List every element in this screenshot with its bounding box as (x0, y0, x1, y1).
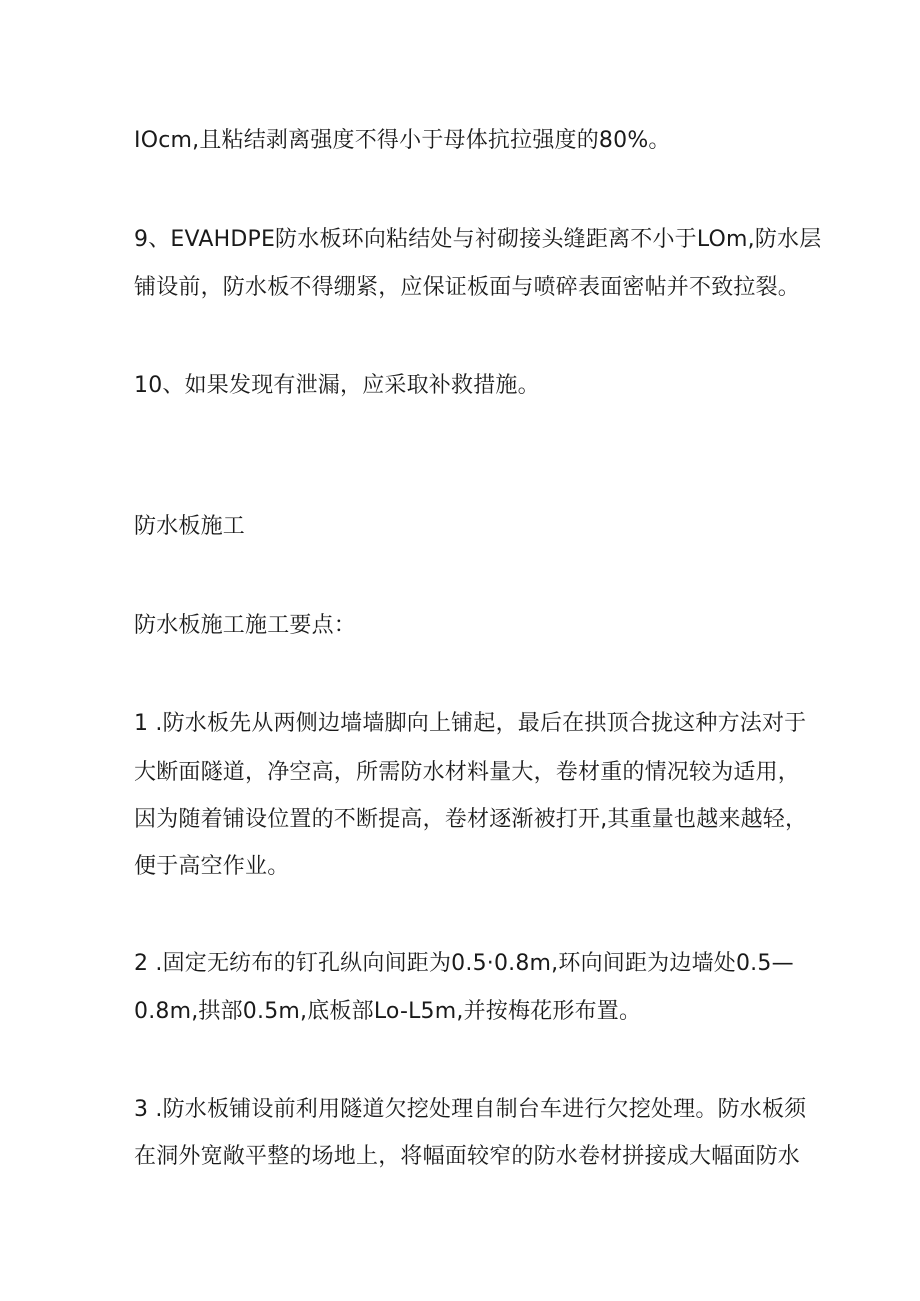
text-line: 0.8m,拱部0.5m,底板部Lo-L5m,并按梅花形布置。 (134, 999, 642, 1024)
text-line: 3 .防水板铺设前利用隧道欠挖处理自制台车进行欠挖处理。防水板须 (134, 1097, 807, 1122)
text-line: 1 .防水板先从两侧边墙墙脚向上铺起，最后在拱顶合拢这种方法对于 (134, 711, 807, 736)
text-line: 10、如果发现有泄漏，应采取补救措施。 (134, 373, 540, 398)
section-heading: 防水板施工 (134, 514, 246, 539)
text-line: 便于高空作业。 (134, 854, 290, 879)
text-line: 因为随着铺设位置的不断提高，卷材逐渐被打开,其重量也越来越轻， (134, 807, 808, 832)
text-line: 9、EVAHDPE防水板环向粘结处与衬砌接头缝距离不小于LOm,防水层 (134, 227, 822, 252)
text-line: 大断面隧道，净空高，所需防水材料量大，卷材重的情况较为适用， (134, 760, 801, 785)
text-line: 2 .固定无纺布的钉孔纵向间距为0.5·0.8m,环向间距为边墙处0.5— (134, 951, 794, 976)
text-line: IOcm,且粘结剥离强度不得小于母体抗拉强度的80%。 (134, 128, 671, 153)
text-line: 铺设前，防水板不得绷紧，应保证板面与喷碎表面密帖并不致拉裂。 (134, 275, 801, 300)
text-line: 防水板施工施工要点： (134, 613, 357, 638)
text-line: 在洞外宽敞平整的场地上，将幅面较窄的防水卷材拼接成大幅面防水 (134, 1144, 801, 1169)
